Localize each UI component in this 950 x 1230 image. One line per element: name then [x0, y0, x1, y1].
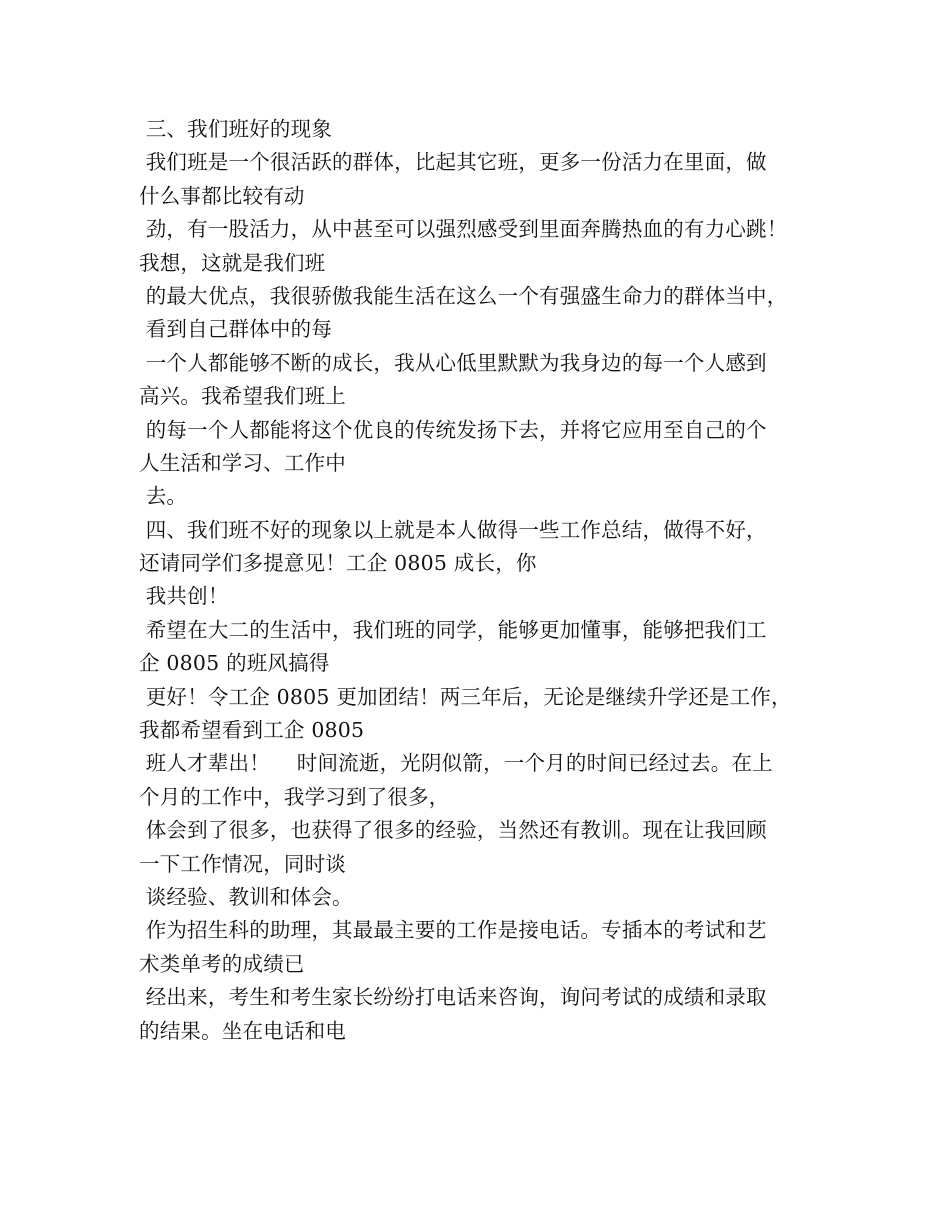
text-line: 作为招生科的助理，其最最主要的工作是接电话。专插本的考试和艺 — [139, 918, 767, 943]
text-line: 更好！令工企 0805 更加团结！两三年后，无论是继续升学还是工作， — [139, 684, 792, 709]
text-line: 人生活和学习、工作中 — [139, 450, 346, 475]
text-line: 劲，有一股活力，从中甚至可以强烈感受到里面奔腾热血的有力心跳！ — [139, 217, 788, 242]
text-line: 班人才辈出！ 时间流逝，光阴似箭，一个月的时间已经过去。在上 — [139, 751, 773, 776]
text-line: 还请同学们多提意见！工企 0805 成长，你 — [139, 551, 537, 576]
text-line: 什么事都比较有动 — [139, 183, 305, 208]
text-line: 企 0805 的班风搞得 — [139, 651, 330, 676]
text-line: 我想，这就是我们班 — [139, 250, 326, 275]
text-line: 体会到了很多，也获得了很多的经验，当然还有教训。现在让我回顾 — [139, 818, 767, 843]
text-line: 一下工作情况，同时谈 — [139, 851, 346, 876]
text-line: 我都希望看到工企 0805 — [139, 718, 365, 743]
text-line: 术类单考的成绩已 — [139, 951, 305, 976]
text-line: 个月的工作中，我学习到了很多， — [139, 784, 450, 809]
text-line: 的结果。坐在电话和电 — [139, 1018, 346, 1043]
text-line: 希望在大二的生活中，我们班的同学，能够更加懂事，能够把我们工 — [139, 617, 767, 642]
document-body — [139, 113, 829, 1048]
text-line: 一个人都能够不断的成长，我从心低里默默为我身边的每一个人感到 — [139, 350, 767, 375]
text-line: 四、我们班不好的现象以上就是本人做得一些工作总结，做得不好， — [139, 517, 767, 542]
text-line: 看到自己群体中的每 — [139, 317, 333, 342]
text-line: 的每一个人都能将这个优良的传统发扬下去，并将它应用至自己的个 — [139, 417, 767, 442]
text-line: 我共创！ — [139, 584, 229, 609]
text-line: 高兴。我希望我们班上 — [139, 384, 346, 409]
text-line: 去。 — [139, 484, 188, 509]
text-line: 三、我们班好的现象 — [139, 117, 333, 141]
text-line: 的最大优点，我很骄傲我能生活在这么一个有强盛生命力的群体当中， — [139, 283, 788, 308]
text-line: 谈经验、教训和体会。 — [139, 884, 353, 909]
text-line: 经出来，考生和考生家长纷纷打电话来咨询，询问考试的成绩和录取 — [139, 985, 767, 1010]
text-line: 我们班是一个很活跃的群体，比起其它班，更多一份活力在里面，做 — [139, 150, 767, 175]
